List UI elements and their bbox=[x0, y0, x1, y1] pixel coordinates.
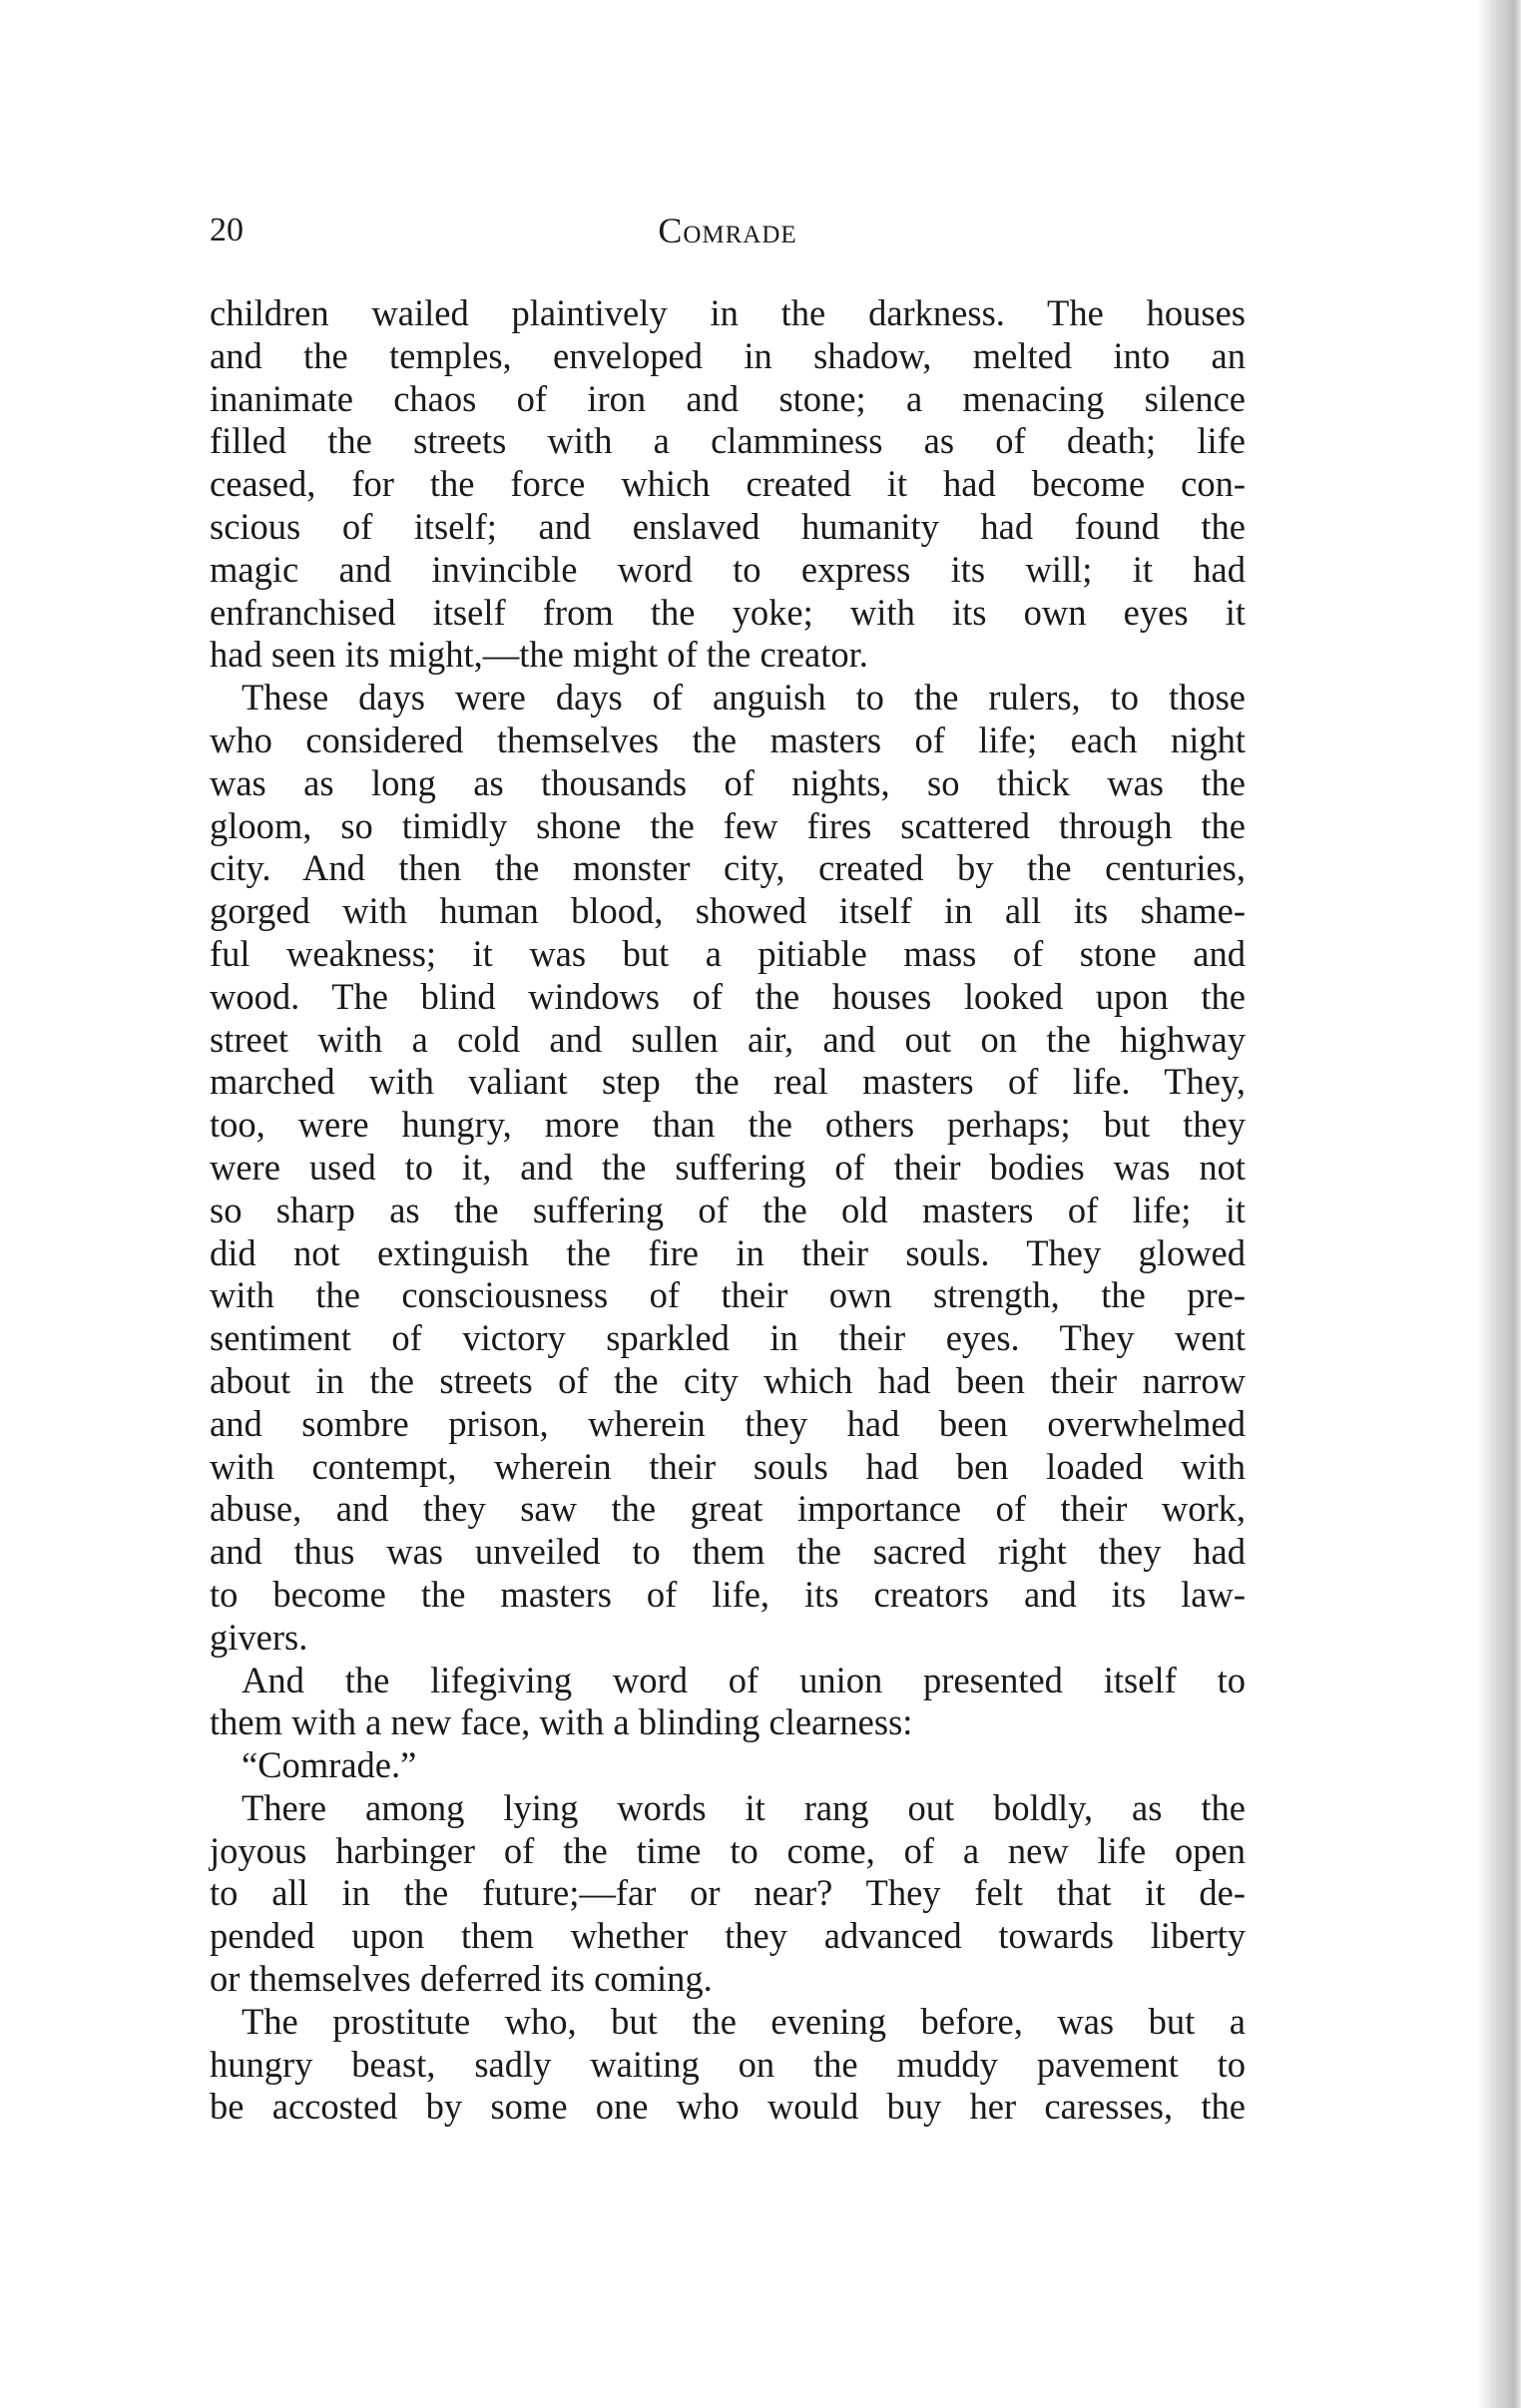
text-line: wood. The blind windows of the houses looked upon the bbox=[210, 975, 1246, 1017]
text-line: abuse, and they saw the great importance of their work, bbox=[210, 1488, 1246, 1530]
text-line: filled the streets with a clamminess as of death; life bbox=[210, 420, 1246, 462]
text-line: gorged with human blood, showed itself in all its shame- bbox=[210, 890, 1246, 932]
text-line: were used to it, and the suffering of their bodies was not bbox=[210, 1146, 1246, 1188]
text-line: sentiment of victory sparkled in their eyes. They went bbox=[210, 1317, 1246, 1359]
text-line: with contempt, wherein their souls had ben loaded with bbox=[210, 1445, 1246, 1487]
text-line: “Comrade.” bbox=[242, 1744, 417, 1786]
text-line: enfranchised itself from the yoke; with its own eyes it bbox=[210, 591, 1246, 633]
text-line: scious of itself; and enslaved humanity had found the bbox=[210, 505, 1246, 547]
text-line: with the consciousness of their own strength, the pre- bbox=[210, 1274, 1246, 1316]
running-title: Comrade bbox=[658, 211, 797, 250]
text-line: And the lifegiving word of union presented itself to bbox=[242, 1659, 1246, 1700]
text-line: did not extinguish the fire in their souls. They glowed bbox=[210, 1231, 1246, 1273]
text-line: inanimate chaos of iron and stone; a menacing silence bbox=[210, 377, 1246, 419]
body-text bbox=[210, 292, 1246, 2129]
text-line: street with a cold and sullen air, and out on the highway bbox=[210, 1018, 1246, 1060]
text-line: to become the masters of life, its creators and its law- bbox=[210, 1573, 1246, 1615]
text-line: ceased, for the force which created it had become con- bbox=[210, 463, 1246, 505]
text-line: magic and invincible word to express its will; it had bbox=[210, 548, 1246, 590]
text-line: about in the streets of the city which had been their narrow bbox=[210, 1359, 1246, 1401]
text-line: gloom, so timidly shone the few fires scattered through the bbox=[210, 804, 1246, 846]
text-line: had seen its might,—the might of the creator. bbox=[210, 634, 868, 676]
text-line: children wailed plaintively in the darkness. The houses bbox=[210, 292, 1246, 333]
text-line: was as long as thousands of nights, so thick was the bbox=[210, 761, 1246, 803]
text-line: or themselves deferred its coming. bbox=[210, 1958, 713, 2000]
text-line: so sharp as the suffering of the old masters of life; it bbox=[210, 1189, 1246, 1230]
text-line: pended upon them whether they advanced towards liberty bbox=[210, 1915, 1246, 1957]
text-line: and the temples, enveloped in shadow, melted into an bbox=[210, 334, 1246, 376]
page-edge-shadow bbox=[1477, 0, 1521, 2408]
text-line: hungry beast, sadly waiting on the muddy pavement to bbox=[210, 2043, 1246, 2085]
running-header bbox=[210, 212, 1246, 255]
page-number: 20 bbox=[210, 212, 244, 248]
text-line: These days were days of anguish to the rulers, to those bbox=[242, 677, 1246, 719]
text-line: marched with valiant step the real masters of life. They, bbox=[210, 1061, 1246, 1103]
text-line: be accosted by some one who would buy her caresses, the bbox=[210, 2086, 1246, 2128]
text-line: to all in the future;—far or near? They felt that it de- bbox=[210, 1872, 1246, 1914]
text-line: joyous harbinger of the time to come, of a new life open bbox=[210, 1829, 1246, 1871]
text-line: and sombre prison, wherein they had been overwhelmed bbox=[210, 1402, 1246, 1444]
text-line: and thus was unveiled to them the sacred right they had bbox=[210, 1531, 1246, 1573]
text-line: ful weakness; it was but a pitiable mass of stone and bbox=[210, 932, 1246, 974]
text-line: too, were hungry, more than the others perhaps; but they bbox=[210, 1104, 1246, 1146]
text-line: city. And then the monster city, created by the centuries, bbox=[210, 847, 1246, 889]
text-line: givers. bbox=[210, 1616, 308, 1658]
text-line: them with a new face, with a blinding clearness: bbox=[210, 1701, 913, 1743]
text-line: There among lying words it rang out boldly, as the bbox=[242, 1786, 1246, 1828]
text-line: who considered themselves the masters of life; each night bbox=[210, 719, 1246, 760]
text-line: The prostitute who, but the evening before, was but a bbox=[242, 2000, 1246, 2042]
